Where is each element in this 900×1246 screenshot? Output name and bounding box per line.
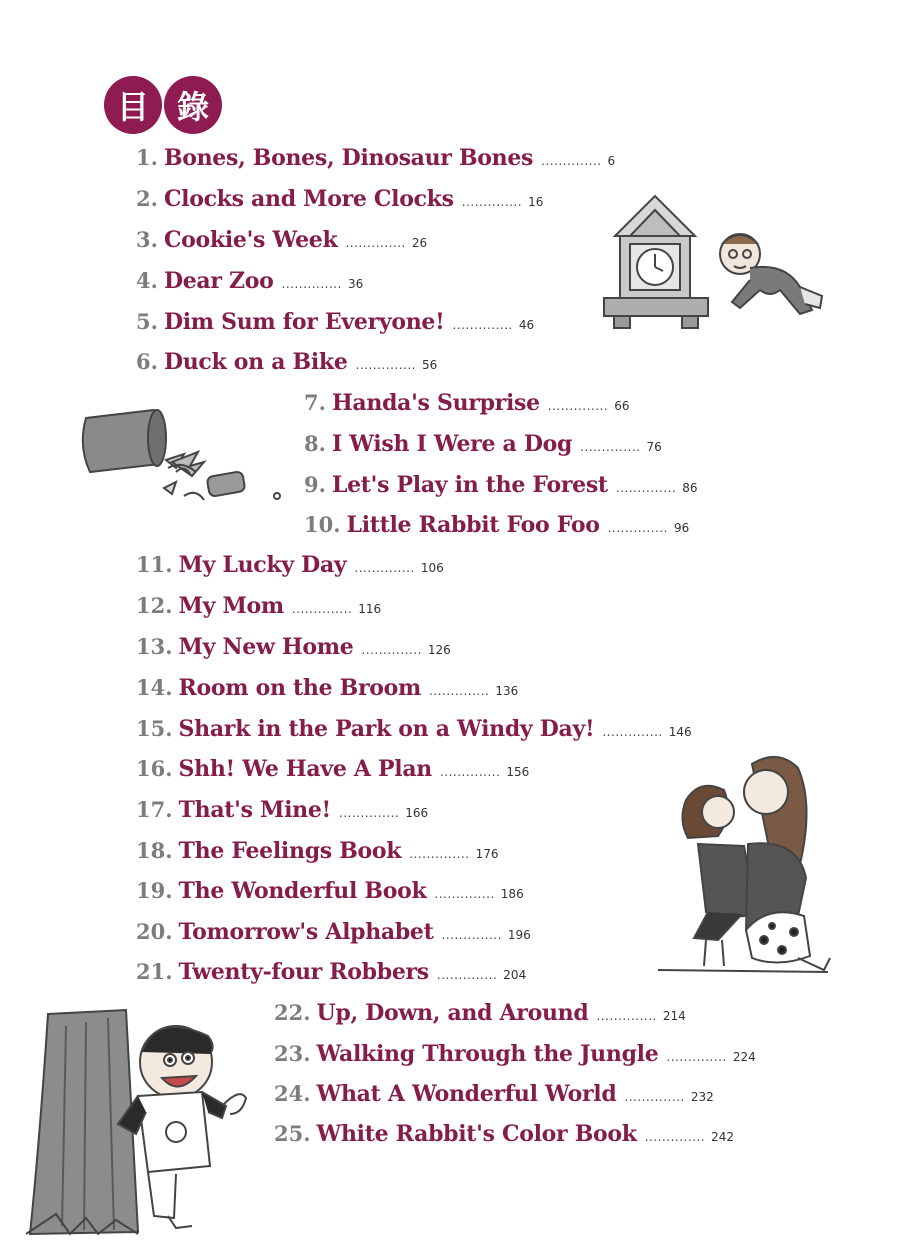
mother-and-child-illustration [648, 744, 838, 976]
boy-behind-tree-illustration [26, 1006, 256, 1238]
toc-leader-dots: .............. [547, 399, 609, 413]
toc-entry-title: Walking Through the Jungle [316, 1041, 659, 1067]
toc-entry-title: That's Mine! [178, 797, 331, 823]
toc-entry-page: 6 [607, 154, 616, 168]
toc-entry-title: Let's Play in the Forest [331, 472, 608, 498]
toc-entry-number: 11. [136, 552, 173, 577]
toc-leader-dots: .............. [596, 1009, 657, 1023]
toc-entry[interactable] [304, 472, 697, 504]
toc-leader-dots: .............. [345, 236, 406, 250]
toc-leader-dots: .............. [615, 481, 677, 495]
toc-entry[interactable] [304, 512, 689, 544]
toc-entry-page: 196 [507, 928, 531, 942]
toc-entry-number: 3. [136, 227, 158, 252]
toc-entry-number: 21. [136, 959, 173, 984]
toc-leader-dots: .............. [624, 1090, 685, 1104]
toc-entry-page: 36 [347, 277, 364, 291]
toc-leader-dots: .............. [441, 928, 502, 942]
clock-and-boy-illustration [600, 192, 840, 338]
trash-can-illustration [72, 402, 292, 514]
toc-entry-number: 7. [304, 390, 326, 415]
toc-leader-dots: .............. [361, 643, 422, 657]
title-badge-1 [104, 76, 162, 134]
toc-entry[interactable] [136, 227, 427, 259]
toc-leader-dots: .............. [541, 154, 602, 168]
toc-entry-page: 16 [528, 195, 544, 209]
toc-entry-page: 126 [427, 643, 451, 657]
toc-entry[interactable] [136, 552, 444, 584]
toc-leader-dots: .............. [580, 440, 641, 454]
toc-entry-number: 23. [274, 1041, 311, 1066]
toc-entry[interactable] [274, 1000, 686, 1032]
toc-entry[interactable] [136, 838, 499, 870]
toc-entry[interactable] [274, 1121, 734, 1153]
toc-entry-title: Handa's Surprise [331, 390, 540, 416]
toc-entry-page: 176 [475, 847, 499, 861]
toc-entry-number: 2. [136, 186, 158, 211]
toc-entry-page: 156 [506, 765, 530, 779]
toc-entry-number: 16. [136, 756, 173, 781]
toc-entry[interactable] [136, 309, 534, 341]
toc-entry-page: 214 [662, 1009, 686, 1023]
toc-entry-title: Up, Down, and Around [316, 1000, 589, 1026]
toc-entry[interactable] [136, 756, 529, 788]
toc-entry-number: 15. [136, 716, 173, 741]
toc-entry-title: Bones, Bones, Dinosaur Bones [163, 145, 534, 171]
toc-entry-number: 10. [304, 512, 341, 537]
toc-entry-number: 18. [136, 838, 173, 863]
toc-entry-page: 242 [711, 1130, 734, 1144]
toc-entry-page: 106 [420, 561, 444, 575]
toc-entry-page: 136 [495, 684, 519, 698]
toc-entry-number: 4. [136, 268, 158, 293]
toc-entry-page: 166 [405, 806, 429, 820]
toc-entry-number: 9. [304, 472, 326, 497]
toc-entry[interactable] [304, 390, 629, 422]
toc-leader-dots: .............. [436, 968, 498, 982]
toc-leader-dots: .............. [434, 887, 495, 901]
toc-entry-title: The Wonderful Book [178, 878, 427, 904]
toc-entry[interactable] [274, 1081, 714, 1113]
toc-entry-number: 20. [136, 919, 173, 944]
toc-entry-number: 25. [274, 1121, 311, 1146]
toc-entry-title: The Feelings Book [178, 838, 402, 864]
toc-entry-title: What A Wonderful World [316, 1081, 617, 1107]
toc-entry-page: 46 [518, 318, 535, 332]
toc-entry[interactable] [136, 186, 543, 218]
toc-entry[interactable] [136, 145, 615, 177]
toc-leader-dots: .............. [461, 195, 523, 209]
toc-entry-page: 232 [690, 1090, 714, 1104]
toc-entry[interactable] [136, 797, 428, 829]
toc-entry-page: 146 [668, 725, 692, 739]
toc-entry-number: 13. [136, 634, 173, 659]
title-badge-2 [164, 76, 222, 134]
toc-entry-title: My Mom [178, 593, 284, 619]
toc-entry-page: 66 [614, 399, 630, 413]
toc-entry-title: Twenty-four Robbers [178, 959, 429, 985]
toc-leader-dots: .............. [409, 847, 470, 861]
toc-entry-page: 204 [503, 968, 527, 982]
toc-leader-dots: .............. [428, 684, 490, 698]
toc-entry-title: Shark in the Park on a Windy Day! [178, 716, 595, 742]
toc-entry-title: I Wish I Were a Dog [331, 431, 573, 457]
toc-leader-dots: .............. [602, 725, 663, 739]
toc-entry-page: 224 [732, 1050, 756, 1064]
toc-entry[interactable] [136, 959, 526, 991]
toc-entry-title: Cookie's Week [163, 227, 338, 253]
toc-leader-dots: .............. [354, 561, 415, 575]
toc-entry-title: Dim Sum for Everyone! [163, 309, 445, 335]
toc-leader-dots: .............. [644, 1130, 706, 1144]
toc-title-char-1: 目 [116, 88, 149, 126]
toc-entry[interactable] [136, 593, 381, 625]
toc-entry[interactable] [136, 634, 451, 666]
toc-leader-dots: .............. [439, 765, 501, 779]
toc-entry-title: Tomorrow's Alphabet [178, 919, 434, 945]
toc-entry-title: Duck on a Bike [163, 349, 348, 375]
toc-entry-page: 26 [411, 236, 428, 250]
toc-entry[interactable] [304, 431, 662, 463]
toc-entry-title: Little Rabbit Foo Foo [346, 512, 600, 538]
toc-entry-number: 8. [304, 431, 326, 456]
toc-title-char-2: 錄 [176, 88, 209, 126]
toc-entry[interactable] [274, 1041, 756, 1073]
toc-leader-dots: .............. [291, 602, 353, 616]
toc-entry-title: White Rabbit's Color Book [316, 1121, 637, 1147]
toc-entry-title: Dear Zoo [163, 268, 274, 294]
toc-entry[interactable] [136, 919, 531, 951]
toc-entry-number: 12. [136, 593, 173, 618]
toc-entry-title: Clocks and More Clocks [163, 186, 454, 212]
toc-entry-title: Room on the Broom [178, 675, 421, 701]
toc-entry-number: 22. [274, 1000, 311, 1025]
toc-leader-dots: .............. [607, 521, 668, 535]
toc-entry-page: 186 [500, 887, 524, 901]
toc-entry-number: 5. [136, 309, 158, 334]
toc-entry-page: 76 [646, 440, 662, 454]
toc-leader-dots: .............. [666, 1050, 727, 1064]
toc-entry-page: 86 [682, 481, 698, 495]
toc-entry-number: 1. [136, 145, 158, 170]
toc-leader-dots: .............. [355, 358, 416, 372]
toc-entry-number: 17. [136, 797, 173, 822]
toc-entry-title: Shh! We Have A Plan [178, 756, 432, 782]
toc-entry-number: 24. [274, 1081, 311, 1106]
toc-leader-dots: .............. [338, 806, 400, 820]
toc-entry[interactable] [136, 716, 692, 748]
toc-entry-page: 116 [358, 602, 382, 616]
toc-entry[interactable] [136, 268, 363, 300]
toc-entry[interactable] [136, 878, 524, 910]
toc-leader-dots: .............. [452, 318, 513, 332]
toc-entry[interactable] [136, 675, 518, 707]
toc-entry-page: 96 [674, 521, 690, 535]
toc-entry[interactable] [136, 349, 437, 381]
toc-entry-title: My Lucky Day [178, 552, 347, 578]
toc-entry-page: 56 [421, 358, 438, 372]
toc-entry-number: 6. [136, 349, 158, 374]
toc-entry-number: 14. [136, 675, 173, 700]
toc-entry-number: 19. [136, 878, 173, 903]
toc-entry-title: My New Home [178, 634, 354, 660]
toc-leader-dots: .............. [281, 277, 342, 291]
